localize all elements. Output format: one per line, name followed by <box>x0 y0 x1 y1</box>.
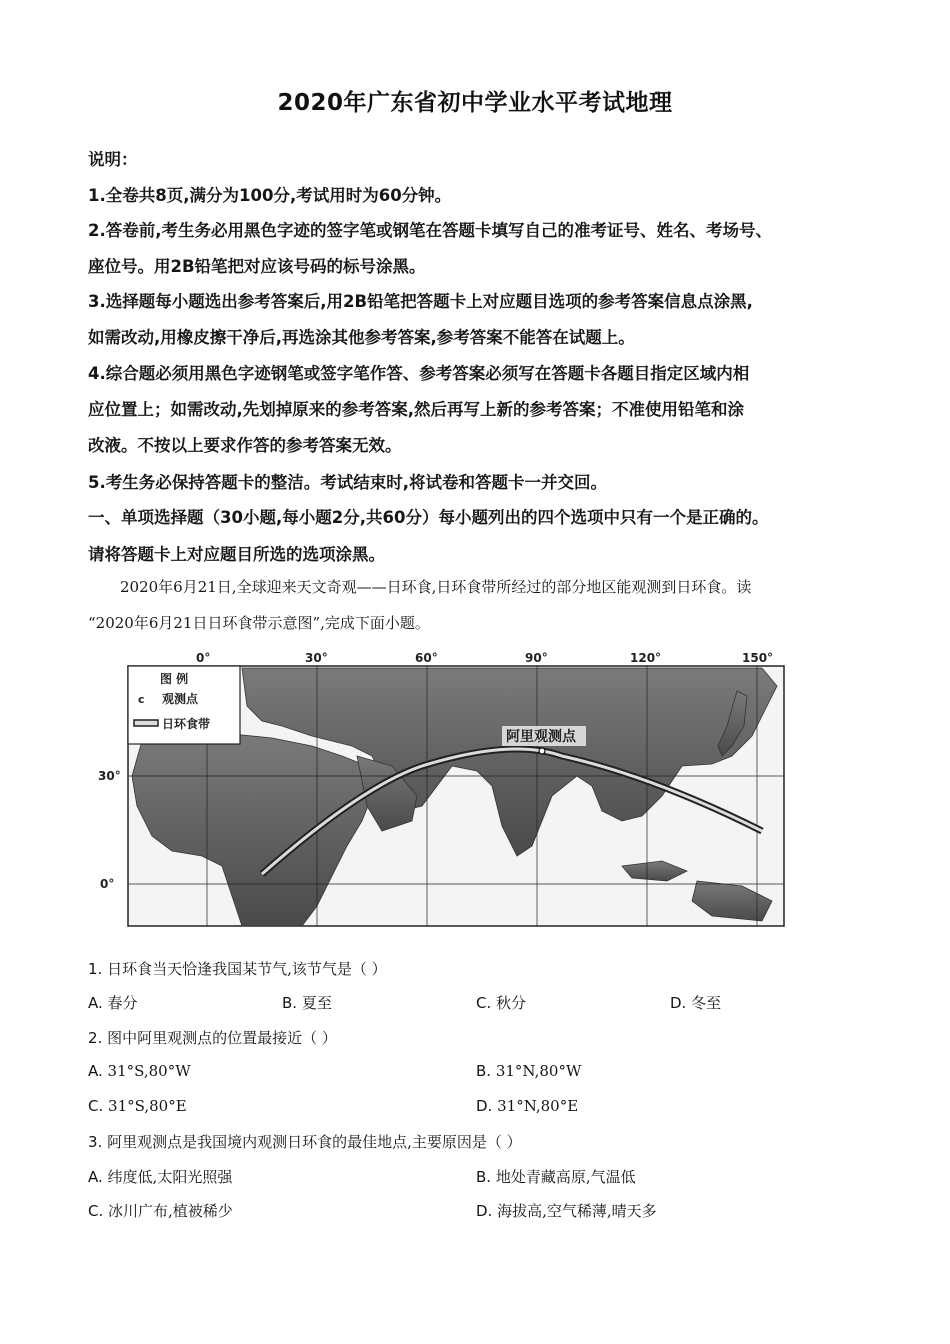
legend-band-icon <box>134 720 158 726</box>
instruction-line: 2.答卷前,考生务必用黑色字迹的签字笔或钢笔在答题卡填写自己的准考证号、姓名、考场号、 <box>88 221 773 240</box>
instruction-line: 4.综合题必须用黑色字迹钢笔或签字笔作答、参考答案必须写在答题卡各题目指定区域内相 <box>88 364 750 383</box>
lon-label: 60° <box>415 651 438 665</box>
legend-point-label: 观测点 <box>162 692 199 706</box>
option-1a[interactable]: A. 春分 <box>88 994 138 1012</box>
ali-label: 阿里观测点 <box>506 729 576 745</box>
question-3: 3. 阿里观测点是我国境内观测日环食的最佳地点,主要原因是（ ） <box>88 1133 522 1151</box>
option-3b[interactable]: B. 地处青藏高原,气温低 <box>476 1168 636 1186</box>
instruction-line: 座位号。用2B铅笔把对应该号码的标号涂黑。 <box>88 257 426 276</box>
lon-label: 120° <box>630 651 662 665</box>
instruction-line: 5.考生务必保持答题卡的整洁。考试结束时,将试卷和答题卡一并交回。 <box>88 473 608 492</box>
section-heading: 一、单项选择题（30小题,每小题2分,共60分）每小题列出的四个选项中只有一个是正确的。 <box>88 508 769 527</box>
option-1d[interactable]: D. 冬至 <box>670 994 722 1012</box>
option-3d[interactable]: D. 海拔高,空气稀薄,晴天多 <box>476 1202 657 1220</box>
annular-eclipse-map <box>98 646 794 932</box>
option-2d[interactable]: D. 31°N,80°E <box>476 1097 579 1115</box>
option-3a[interactable]: A. 纬度低,太阳光照强 <box>88 1168 233 1186</box>
question-1: 1. 日环食当天恰逢我国某节气,该节气是（ ） <box>88 960 387 978</box>
map-legend <box>128 666 240 744</box>
lat-label: 0° <box>100 877 115 891</box>
question-2: 2. 图中阿里观测点的位置最接近（ ） <box>88 1029 337 1047</box>
lat-label: 30° <box>98 769 121 783</box>
lon-label: 30° <box>305 651 328 665</box>
instruction-line: 1.全卷共8页,满分为100分,考试用时为60分钟。 <box>88 186 452 205</box>
option-3c[interactable]: C. 冰川广布,植被稀少 <box>88 1202 233 1220</box>
lon-label: 0° <box>196 651 211 665</box>
page-title: 2020年广东省初中学业水平考试地理 <box>277 90 673 116</box>
legend-point-icon: c <box>138 693 145 706</box>
legend-band-label: 日环食带 <box>162 717 211 731</box>
lon-label: 90° <box>525 651 548 665</box>
option-2c[interactable]: C. 31°S,80°E <box>88 1097 187 1115</box>
option-1c[interactable]: C. 秋分 <box>476 994 527 1012</box>
instruction-line: 改液。不按以上要求作答的参考答案无效。 <box>88 436 402 455</box>
lon-label: 150° <box>742 651 774 665</box>
section-heading-cont: 请将答题卡上对应题目所选的选项涂黑。 <box>88 545 385 564</box>
ali-observation-point <box>539 748 545 754</box>
option-1b[interactable]: B. 夏至 <box>282 994 332 1012</box>
instructions-heading: 说明： <box>88 150 138 169</box>
intro-text-cont: “2020年6月21日日环食带示意图”,完成下面小题。 <box>88 614 430 632</box>
instruction-line: 3.选择题每小题选出参考答案后,用2B铅笔把答题卡上对应题目选项的参考答案信息点涂黑, <box>88 292 753 311</box>
legend-title: 图 例 <box>160 672 189 686</box>
option-2b[interactable]: B. 31°N,80°W <box>476 1062 582 1080</box>
instruction-line: 如需改动,用橡皮擦干净后,再选涂其他参考答案,参考答案不能答在试题上。 <box>88 328 635 347</box>
intro-text: 2020年6月21日,全球迎来天文奇观——日环食,日环食带所经过的部分地区能观测到日环食。读 <box>120 578 752 596</box>
option-2a[interactable]: A. 31°S,80°W <box>88 1062 191 1080</box>
instruction-line: 应位置上；如需改动,先划掉原来的参考答案,然后再写上新的参考答案；不准使用铅笔和涂 <box>88 400 745 419</box>
